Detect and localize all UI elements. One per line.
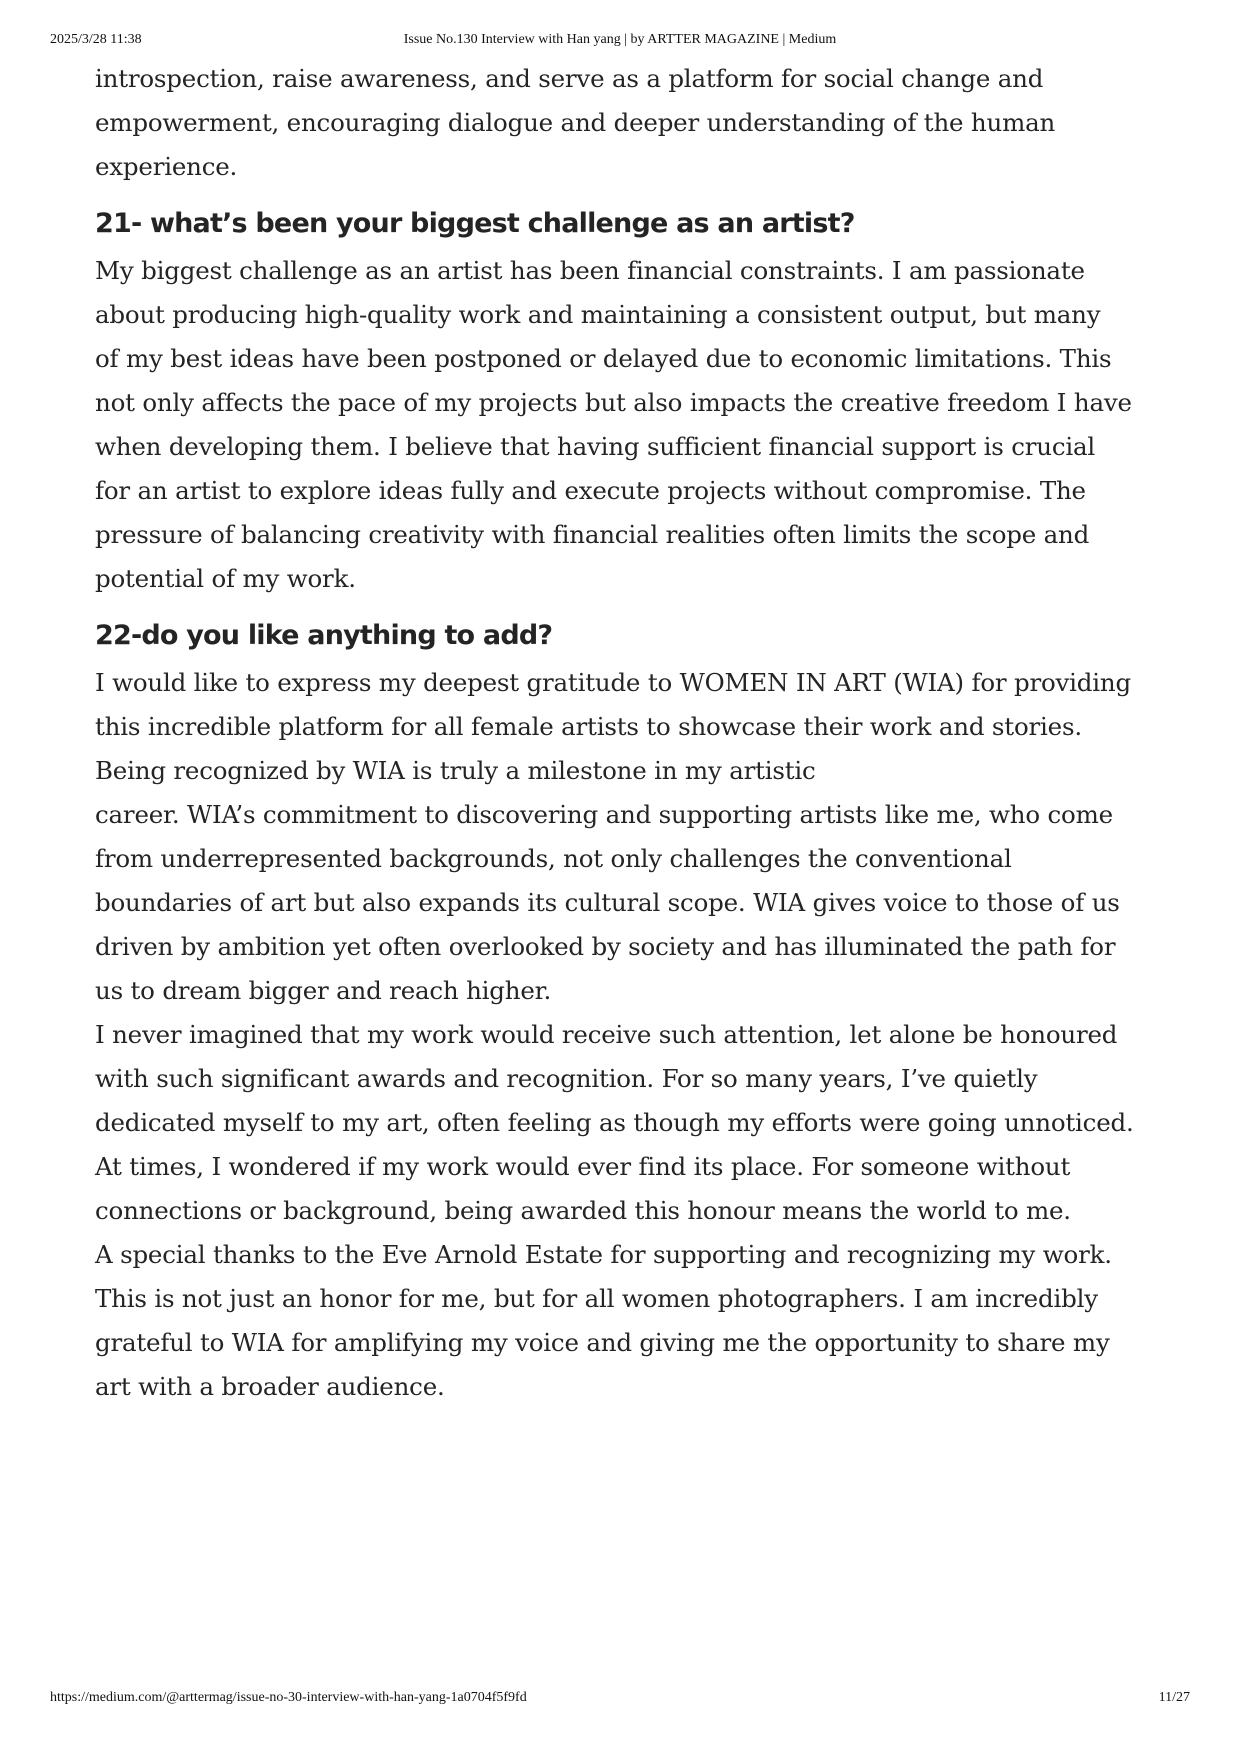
question-22-answer-paragraph-1: I would like to express my deepest gratitude to WOMEN IN ART (WIA) for providing this incredible platform for all female artists to showcase their work and stories. Being recognized by WIA is truly a milestone in my artistic career. WIA’s commitment to discovering and supporting artists like me, who come from underrepresented backgrounds, not only challenges the conventional boundaries of art but also expands its cultural scope. WIA gives voice to those of us driven by ambition yet often overlooked by society and has illuminated the path for us to dream bigger and reach higher. bbox=[95, 668, 1131, 1005]
question-21-heading: 21- what’s been your biggest challenge as an artist? bbox=[95, 208, 855, 239]
question-22-answer-paragraph-2: I never imagined that my work would receive such attention, let alone be honoured with such significant awards and recognition. For so many years, I’ve quietly dedicated myself to my art, often feeling as though my efforts were going unnoticed. At times, I wondered if my work would ever find its place. For someone without connections or background, being awarded this honour means the world to me. bbox=[95, 1020, 1134, 1225]
question-21-answer: My biggest challenge as an artist has been financial constraints. I am passionate about producing high-quality work and maintaining a consistent output, but many of my best ideas have been postponed or delayed due to economic limitations. This not only affects the pace of my projects but also impacts the creative freedom I have when developing them. I believe that having sufficient financial support is crucial for an artist to explore ideas fully and execute projects without compromise. The pressure of balancing creativity with financial realities often limits the scope and potential of my work. bbox=[95, 256, 1132, 593]
page-url-link[interactable]: https://medium.com/@arttermag/issue-no-30-interview-with-han-yang-1a0704f5f9fd bbox=[50, 1690, 527, 1705]
print-header bbox=[50, 32, 1190, 52]
intro-continuation-paragraph: introspection, raise awareness, and serve as a platform for social change and empowerment, encouraging dialogue and deeper understanding of the human experience. bbox=[95, 64, 1056, 181]
print-datetime: 2025/3/28 11:38 bbox=[50, 32, 142, 47]
question-22-answer-paragraph-3: A special thanks to the Eve Arnold Estate for supporting and recognizing my work. This is not just an honor for me, but for all women photographers. I am incredibly grateful to WIA for amplifying my voice and giving me the opportunity to share my art with a broader audience. bbox=[95, 1240, 1112, 1401]
page-number: 11/27 bbox=[1158, 1690, 1190, 1705]
article-body bbox=[95, 57, 1155, 1409]
print-footer bbox=[50, 1690, 1190, 1710]
question-22-heading: 22-do you like anything to add? bbox=[95, 620, 553, 651]
print-page-title: Issue No.130 Interview with Han yang | by ARTTER MAGAZINE | Medium bbox=[403, 32, 837, 47]
